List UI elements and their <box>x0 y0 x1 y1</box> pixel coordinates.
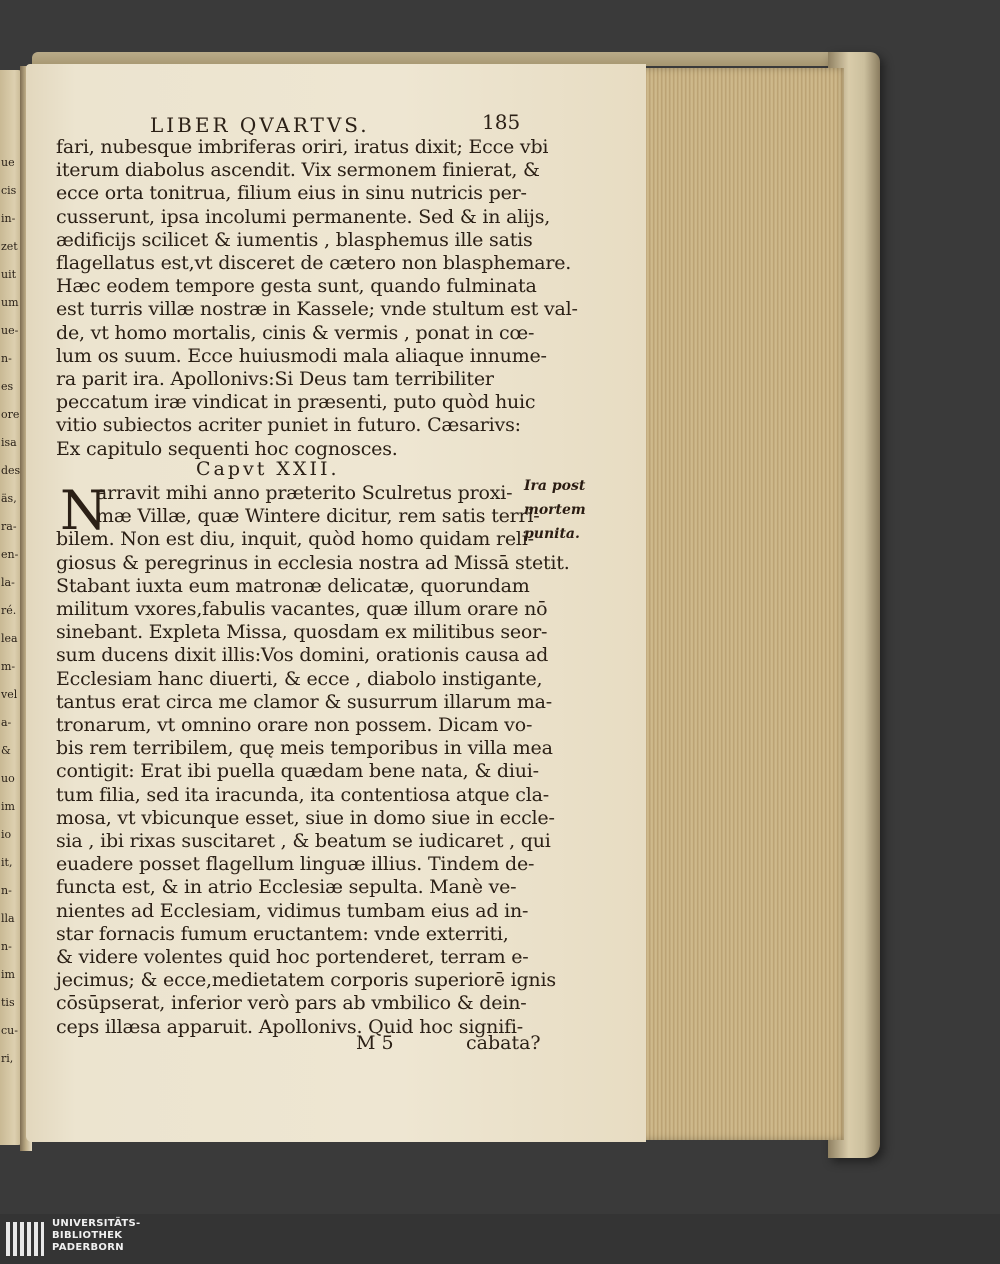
library-logo-line3: PADERBORN <box>52 1242 124 1253</box>
text-line: giosus & peregrinus in ecclesia nostra ad Missā stetit. <box>56 551 570 574</box>
text-line: tum filia, sed ita iracunda, ita contentiosa atque cla- <box>56 783 549 806</box>
library-logo-icon <box>6 1222 46 1256</box>
text-line: Ecclesiam hanc diuerti, & ecce , diabolo instigante, <box>56 667 543 690</box>
library-logo-line2: BIBLIOTHEK <box>52 1230 123 1241</box>
text-line: & videre volentes quid hoc portenderet, terram e- <box>56 946 529 968</box>
text-line: ædificijs scilicet & iumentis , blasphemus ille satis <box>56 228 533 251</box>
left-page-fragment: uit <box>1 268 17 281</box>
text-line: star fornacis fumum eructantem: vnde exterriti, <box>56 922 509 945</box>
left-page-fragment: n- <box>1 884 12 897</box>
text-line: iterum diabolus ascendit. Vix sermonem finierat, & <box>56 159 540 182</box>
left-page-fragment: lea <box>1 632 18 645</box>
left-page-fragment: im <box>1 968 15 981</box>
text-line: de, vt homo mortalis, cinis & vermis , ponat in cœ- <box>56 321 535 344</box>
text-line: Hæc eodem tempore gesta sunt, quando fulminata <box>56 275 537 298</box>
left-page-fragment: cis <box>1 184 17 197</box>
text-line: sinebant. Expleta Missa, quosdam ex militibus seor- <box>56 621 548 644</box>
left-page-fragment: m- <box>1 660 16 673</box>
signature-mark: M 5 <box>356 1032 394 1054</box>
text-line: cusserunt, ipsa incolumi permanente. Sed & in alijs, <box>56 205 551 228</box>
left-page-fragment: ri, <box>1 1052 14 1065</box>
left-page-fragment: a- <box>1 716 12 729</box>
chapter-heading: Capvt XXII. <box>196 458 340 480</box>
text-line: ra parit ira. Apollonivs:Si Deus tam terribiliter <box>56 368 494 390</box>
text-line: lum os suum. Ecce huiusmodi mala aliaque innume- <box>56 344 547 367</box>
left-page-fragment: ue- <box>1 324 19 337</box>
left-page-fragment: ré. <box>1 604 17 617</box>
left-page-fragment: tis <box>1 996 15 1009</box>
left-page-fragment: ra- <box>1 520 17 533</box>
left-page-fragment: io <box>1 828 12 841</box>
running-head: LIBER QVARTVS. <box>150 113 370 137</box>
drop-cap: N <box>60 479 108 542</box>
text-line: bilem. Non est diu, inquit, quòd homo quidam reli- <box>56 528 534 551</box>
left-page-fragment: ue <box>1 156 15 169</box>
text-line: euadere posset flagellum linguæ illius. Tindem de- <box>56 853 535 876</box>
text-line: tantus erat circa me clamor & susurrum illarum ma- <box>56 690 553 713</box>
left-page-fragment: des <box>1 464 21 477</box>
left-page-fragment: & <box>1 744 11 757</box>
text-line: arravit mihi anno præterito Sculretus proxi- <box>96 482 513 504</box>
text-line: fari, nubesque imbriferas oriri, iratus dixit; Ecce vbi <box>56 136 549 158</box>
left-page-fragment: ore <box>1 408 20 421</box>
left-page-fragment: in- <box>1 212 16 225</box>
text-line: militum vxores,fabulis vacantes, quæ illum orare nō <box>56 598 548 620</box>
left-page-fragment: uo <box>1 772 15 785</box>
left-page-fragment: n- <box>1 940 12 953</box>
text-line: Ex capitulo sequenti hoc cognosces. <box>56 437 398 460</box>
left-page-fragment: im <box>1 800 15 813</box>
left-page-fragment: en- <box>1 548 19 561</box>
text-line: sum ducens dixit illis:Vos domini, orationis causa ad <box>56 644 549 667</box>
text-line: cōsūpserat, inferior verò pars ab vmbilico & dein- <box>56 992 527 1015</box>
text-line: mosa, vt vbicunque esset, siue in domo siue in eccle- <box>56 806 555 829</box>
library-footer <box>0 1214 1000 1264</box>
text-line: nientes ad Ecclesiam, vidimus tumbam eius ad in- <box>56 899 529 922</box>
page-block-edges <box>638 68 844 1140</box>
text-line: flagellatus est,vt disceret de cætero non blasphemare. <box>56 252 572 274</box>
marginal-note-line: Ira post <box>524 478 586 494</box>
text-line: ceps illæsa apparuit. Apollonivs. Quid hoc signifi- <box>56 1015 524 1038</box>
text-line: jecimus; & ecce,medietatem corporis superiorē ignis <box>56 969 556 992</box>
left-page-fragment: lla <box>1 912 15 925</box>
page-number: 185 <box>482 110 521 134</box>
text-line: ecce orta tonitrua, filium eius in sinu nutricis per- <box>56 182 527 205</box>
left-page-fragment: vel <box>1 688 18 701</box>
left-page-fragment: la- <box>1 576 15 589</box>
marginal-note-line: punita. <box>524 526 580 542</box>
left-page-fragment: um <box>1 296 19 309</box>
text-line: sia , ibi rixas suscitaret , & beatum se iudicaret , qui <box>56 830 551 852</box>
left-page-fragment: n- <box>1 352 12 365</box>
left-page-fragment: isa <box>1 436 17 449</box>
text-line: mæ Villæ, quæ Wintere dicitur, rem satis terri- <box>96 505 540 528</box>
text-line: est turris villæ nostræ in Kassele; vnde stultum est val- <box>56 298 578 321</box>
left-page-fragment: cu- <box>1 1024 18 1037</box>
text-line: tronarum, vt omnino orare non possem. Dicam vo- <box>56 714 533 736</box>
library-logo-line1: UNIVERSITÄTS- <box>52 1218 141 1229</box>
marginal-note-line: mortem <box>524 502 586 518</box>
text-line: contigit: Erat ibi puella quædam bene nata, & diui- <box>56 760 539 783</box>
text-line: bis rem terribilem, quę meis temporibus in villa mea <box>56 737 553 760</box>
left-page-fragment: äs, <box>1 492 17 505</box>
catchword: cabata? <box>466 1032 541 1054</box>
text-line: peccatum iræ vindicat in præsenti, puto quòd huic <box>56 391 536 414</box>
text-line: functa est, & in atrio Ecclesiæ sepulta. Manè ve- <box>56 876 517 899</box>
left-page-fragment: it, <box>1 856 13 869</box>
text-line: Stabant iuxta eum matronæ delicatæ, quorundam <box>56 574 530 597</box>
left-page-fragment: es <box>1 380 14 393</box>
left-page-fragment: zet <box>1 240 18 253</box>
text-line: vitio subiectos acriter puniet in futuro. Cæsarivs: <box>56 414 521 437</box>
